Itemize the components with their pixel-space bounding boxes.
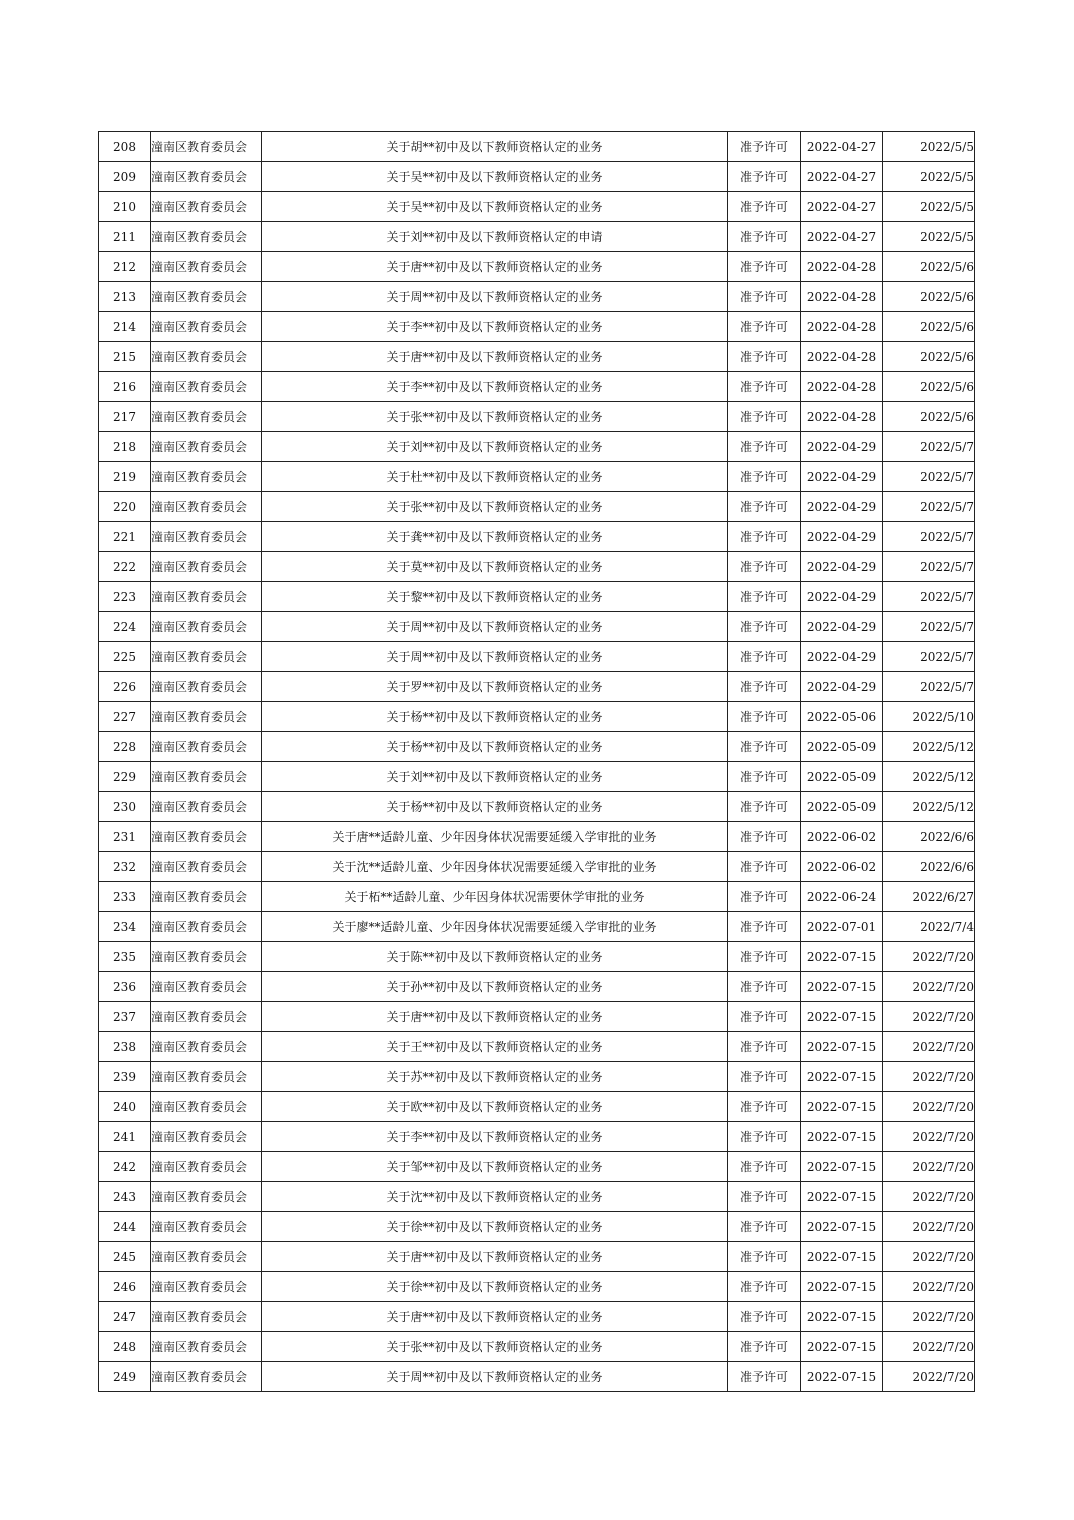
organization-cell: 潼南区教育委员会 [151, 702, 262, 732]
organization-cell: 潼南区教育委员会 [151, 672, 262, 702]
row-number: 247 [99, 1302, 151, 1332]
decision-date-cell: 2022-06-02 [801, 822, 883, 852]
organization-cell: 潼南区教育委员会 [151, 642, 262, 672]
row-number: 239 [99, 1062, 151, 1092]
row-number: 234 [99, 912, 151, 942]
organization-cell: 潼南区教育委员会 [151, 912, 262, 942]
decision-date-cell: 2022-04-29 [801, 462, 883, 492]
publish-date-cell: 2022/7/20 [883, 1212, 975, 1242]
publish-date-cell: 2022/5/7 [883, 432, 975, 462]
publish-date-cell: 2022/7/20 [883, 1092, 975, 1122]
publish-date-cell: 2022/5/7 [883, 462, 975, 492]
decision-date-cell: 2022-04-27 [801, 192, 883, 222]
row-number: 211 [99, 222, 151, 252]
records-table [98, 131, 975, 1392]
organization-cell: 潼南区教育委员会 [151, 882, 262, 912]
organization-cell: 潼南区教育委员会 [151, 522, 262, 552]
decision-type-cell: 准予许可 [728, 822, 801, 852]
record-title-cell: 关于唐**初中及以下教师资格认定的业务 [262, 342, 728, 372]
publish-date-cell: 2022/7/20 [883, 1272, 975, 1302]
decision-date-cell: 2022-04-29 [801, 492, 883, 522]
table-row [99, 372, 975, 402]
decision-type-cell: 准予许可 [728, 1242, 801, 1272]
table-row [99, 912, 975, 942]
decision-date-cell: 2022-07-15 [801, 1092, 883, 1122]
decision-type-cell: 准予许可 [728, 402, 801, 432]
table-row [99, 252, 975, 282]
record-title-cell: 关于李**初中及以下教师资格认定的业务 [262, 312, 728, 342]
publish-date-cell: 2022/5/6 [883, 282, 975, 312]
organization-cell: 潼南区教育委员会 [151, 792, 262, 822]
record-title-cell: 关于柘**适龄儿童、少年因身体状况需要休学审批的业务 [262, 882, 728, 912]
organization-cell: 潼南区教育委员会 [151, 942, 262, 972]
decision-date-cell: 2022-04-27 [801, 132, 883, 162]
record-title-cell: 关于李**初中及以下教师资格认定的业务 [262, 1122, 728, 1152]
decision-type-cell: 准予许可 [728, 522, 801, 552]
row-number: 229 [99, 762, 151, 792]
organization-cell: 潼南区教育委员会 [151, 1002, 262, 1032]
decision-type-cell: 准予许可 [728, 1152, 801, 1182]
table-row [99, 1092, 975, 1122]
decision-date-cell: 2022-07-15 [801, 1062, 883, 1092]
decision-date-cell: 2022-04-28 [801, 252, 883, 282]
decision-date-cell: 2022-07-15 [801, 1362, 883, 1392]
decision-date-cell: 2022-07-15 [801, 1242, 883, 1272]
organization-cell: 潼南区教育委员会 [151, 372, 262, 402]
record-title-cell: 关于欧**初中及以下教师资格认定的业务 [262, 1092, 728, 1122]
publish-date-cell: 2022/7/20 [883, 1122, 975, 1152]
organization-cell: 潼南区教育委员会 [151, 192, 262, 222]
organization-cell: 潼南区教育委员会 [151, 732, 262, 762]
row-number: 236 [99, 972, 151, 1002]
record-title-cell: 关于苏**初中及以下教师资格认定的业务 [262, 1062, 728, 1092]
publish-date-cell: 2022/5/12 [883, 762, 975, 792]
organization-cell: 潼南区教育委员会 [151, 1302, 262, 1332]
row-number: 233 [99, 882, 151, 912]
row-number: 240 [99, 1092, 151, 1122]
table-row [99, 1062, 975, 1092]
table-row [99, 1332, 975, 1362]
decision-date-cell: 2022-04-29 [801, 432, 883, 462]
row-number: 244 [99, 1212, 151, 1242]
publish-date-cell: 2022/7/20 [883, 1062, 975, 1092]
row-number: 230 [99, 792, 151, 822]
row-number: 235 [99, 942, 151, 972]
record-title-cell: 关于刘**初中及以下教师资格认定的业务 [262, 762, 728, 792]
publish-date-cell: 2022/5/10 [883, 702, 975, 732]
publish-date-cell: 2022/7/20 [883, 1152, 975, 1182]
organization-cell: 潼南区教育委员会 [151, 1272, 262, 1302]
table-row [99, 762, 975, 792]
table-row [99, 822, 975, 852]
publish-date-cell: 2022/5/5 [883, 162, 975, 192]
record-title-cell: 关于唐**初中及以下教师资格认定的业务 [262, 1242, 728, 1272]
record-title-cell: 关于莫**初中及以下教师资格认定的业务 [262, 552, 728, 582]
organization-cell: 潼南区教育委员会 [151, 1032, 262, 1062]
record-title-cell: 关于李**初中及以下教师资格认定的业务 [262, 372, 728, 402]
record-title-cell: 关于刘**初中及以下教师资格认定的业务 [262, 432, 728, 462]
row-number: 242 [99, 1152, 151, 1182]
table-row [99, 282, 975, 312]
record-title-cell: 关于吴**初中及以下教师资格认定的业务 [262, 162, 728, 192]
table-row [99, 162, 975, 192]
decision-type-cell: 准予许可 [728, 1062, 801, 1092]
decision-type-cell: 准予许可 [728, 972, 801, 1002]
publish-date-cell: 2022/7/20 [883, 942, 975, 972]
organization-cell: 潼南区教育委员会 [151, 282, 262, 312]
decision-date-cell: 2022-07-15 [801, 1182, 883, 1212]
decision-date-cell: 2022-04-28 [801, 282, 883, 312]
decision-date-cell: 2022-04-29 [801, 642, 883, 672]
publish-date-cell: 2022/5/12 [883, 732, 975, 762]
table-row [99, 942, 975, 972]
decision-type-cell: 准予许可 [728, 912, 801, 942]
table-row [99, 732, 975, 762]
decision-date-cell: 2022-07-15 [801, 942, 883, 972]
decision-type-cell: 准予许可 [728, 942, 801, 972]
publish-date-cell: 2022/5/6 [883, 252, 975, 282]
decision-type-cell: 准予许可 [728, 642, 801, 672]
decision-type-cell: 准予许可 [728, 1182, 801, 1212]
row-number: 212 [99, 252, 151, 282]
decision-date-cell: 2022-07-15 [801, 1152, 883, 1182]
record-title-cell: 关于杨**初中及以下教师资格认定的业务 [262, 702, 728, 732]
organization-cell: 潼南区教育委员会 [151, 432, 262, 462]
row-number: 228 [99, 732, 151, 762]
publish-date-cell: 2022/5/7 [883, 492, 975, 522]
decision-date-cell: 2022-07-15 [801, 1002, 883, 1032]
decision-date-cell: 2022-06-02 [801, 852, 883, 882]
publish-date-cell: 2022/5/7 [883, 642, 975, 672]
row-number: 249 [99, 1362, 151, 1392]
row-number: 245 [99, 1242, 151, 1272]
publish-date-cell: 2022/5/5 [883, 192, 975, 222]
record-title-cell: 关于杜**初中及以下教师资格认定的业务 [262, 462, 728, 492]
organization-cell: 潼南区教育委员会 [151, 402, 262, 432]
record-title-cell: 关于唐**初中及以下教师资格认定的业务 [262, 252, 728, 282]
record-title-cell: 关于杨**初中及以下教师资格认定的业务 [262, 732, 728, 762]
table-row [99, 132, 975, 162]
decision-date-cell: 2022-07-15 [801, 1032, 883, 1062]
row-number: 246 [99, 1272, 151, 1302]
organization-cell: 潼南区教育委员会 [151, 252, 262, 282]
decision-date-cell: 2022-07-15 [801, 1272, 883, 1302]
decision-date-cell: 2022-04-28 [801, 312, 883, 342]
row-number: 209 [99, 162, 151, 192]
decision-type-cell: 准予许可 [728, 432, 801, 462]
record-title-cell: 关于廖**适龄儿童、少年因身体状况需要延缓入学审批的业务 [262, 912, 728, 942]
publish-date-cell: 2022/5/5 [883, 132, 975, 162]
table-row [99, 1152, 975, 1182]
row-number: 219 [99, 462, 151, 492]
publish-date-cell: 2022/7/20 [883, 1242, 975, 1272]
publish-date-cell: 2022/5/7 [883, 672, 975, 702]
publish-date-cell: 2022/7/20 [883, 972, 975, 1002]
row-number: 213 [99, 282, 151, 312]
row-number: 238 [99, 1032, 151, 1062]
table-row [99, 552, 975, 582]
decision-type-cell: 准予许可 [728, 552, 801, 582]
decision-type-cell: 准予许可 [728, 672, 801, 702]
decision-type-cell: 准予许可 [728, 582, 801, 612]
organization-cell: 潼南区教育委员会 [151, 492, 262, 522]
organization-cell: 潼南区教育委员会 [151, 162, 262, 192]
organization-cell: 潼南区教育委员会 [151, 132, 262, 162]
publish-date-cell: 2022/7/4 [883, 912, 975, 942]
decision-type-cell: 准予许可 [728, 1302, 801, 1332]
decision-date-cell: 2022-04-29 [801, 612, 883, 642]
decision-type-cell: 准予许可 [728, 252, 801, 282]
row-number: 243 [99, 1182, 151, 1212]
row-number: 232 [99, 852, 151, 882]
row-number: 226 [99, 672, 151, 702]
publish-date-cell: 2022/5/7 [883, 552, 975, 582]
record-title-cell: 关于沈**适龄儿童、少年因身体状况需要延缓入学审批的业务 [262, 852, 728, 882]
row-number: 224 [99, 612, 151, 642]
publish-date-cell: 2022/5/6 [883, 402, 975, 432]
record-title-cell: 关于张**初中及以下教师资格认定的业务 [262, 492, 728, 522]
decision-date-cell: 2022-04-28 [801, 372, 883, 402]
decision-type-cell: 准予许可 [728, 132, 801, 162]
publish-date-cell: 2022/5/6 [883, 342, 975, 372]
table-row [99, 702, 975, 732]
decision-type-cell: 准予许可 [728, 1032, 801, 1062]
row-number: 241 [99, 1122, 151, 1152]
organization-cell: 潼南区教育委员会 [151, 1212, 262, 1242]
row-number: 215 [99, 342, 151, 372]
table-row [99, 1272, 975, 1302]
decision-date-cell: 2022-04-29 [801, 582, 883, 612]
table-row [99, 1242, 975, 1272]
organization-cell: 潼南区教育委员会 [151, 1182, 262, 1212]
decision-date-cell: 2022-07-15 [801, 1212, 883, 1242]
table-row [99, 882, 975, 912]
row-number: 214 [99, 312, 151, 342]
row-number: 237 [99, 1002, 151, 1032]
decision-type-cell: 准予许可 [728, 1272, 801, 1302]
row-number: 248 [99, 1332, 151, 1362]
record-title-cell: 关于邹**初中及以下教师资格认定的业务 [262, 1152, 728, 1182]
table-row [99, 342, 975, 372]
table-row [99, 402, 975, 432]
decision-type-cell: 准予许可 [728, 1122, 801, 1152]
decision-type-cell: 准予许可 [728, 762, 801, 792]
row-number: 218 [99, 432, 151, 462]
decision-type-cell: 准予许可 [728, 1332, 801, 1362]
record-title-cell: 关于周**初中及以下教师资格认定的业务 [262, 1362, 728, 1392]
decision-type-cell: 准予许可 [728, 612, 801, 642]
record-title-cell: 关于徐**初中及以下教师资格认定的业务 [262, 1212, 728, 1242]
decision-date-cell: 2022-05-09 [801, 792, 883, 822]
record-title-cell: 关于杨**初中及以下教师资格认定的业务 [262, 792, 728, 822]
table-row [99, 192, 975, 222]
records-table-body [99, 132, 975, 1392]
record-title-cell: 关于沈**初中及以下教师资格认定的业务 [262, 1182, 728, 1212]
organization-cell: 潼南区教育委员会 [151, 552, 262, 582]
decision-date-cell: 2022-05-06 [801, 702, 883, 732]
table-row [99, 852, 975, 882]
decision-type-cell: 准予许可 [728, 1092, 801, 1122]
publish-date-cell: 2022/7/20 [883, 1332, 975, 1362]
decision-date-cell: 2022-04-27 [801, 162, 883, 192]
record-title-cell: 关于孙**初中及以下教师资格认定的业务 [262, 972, 728, 1002]
table-row [99, 582, 975, 612]
organization-cell: 潼南区教育委员会 [151, 762, 262, 792]
decision-type-cell: 准予许可 [728, 282, 801, 312]
decision-type-cell: 准予许可 [728, 222, 801, 252]
row-number: 217 [99, 402, 151, 432]
organization-cell: 潼南区教育委员会 [151, 852, 262, 882]
record-title-cell: 关于龚**初中及以下教师资格认定的业务 [262, 522, 728, 552]
table-row [99, 312, 975, 342]
row-number: 223 [99, 582, 151, 612]
row-number: 208 [99, 132, 151, 162]
decision-type-cell: 准予许可 [728, 882, 801, 912]
record-title-cell: 关于罗**初中及以下教师资格认定的业务 [262, 672, 728, 702]
decision-date-cell: 2022-04-29 [801, 552, 883, 582]
decision-type-cell: 准予许可 [728, 312, 801, 342]
table-row [99, 432, 975, 462]
decision-type-cell: 准予许可 [728, 732, 801, 762]
table-row [99, 1302, 975, 1332]
record-title-cell: 关于唐**初中及以下教师资格认定的业务 [262, 1002, 728, 1032]
organization-cell: 潼南区教育委员会 [151, 972, 262, 1002]
table-row [99, 1212, 975, 1242]
table-row [99, 1182, 975, 1212]
row-number: 220 [99, 492, 151, 522]
table-row [99, 972, 975, 1002]
publish-date-cell: 2022/5/6 [883, 312, 975, 342]
decision-type-cell: 准予许可 [728, 1362, 801, 1392]
decision-date-cell: 2022-04-29 [801, 522, 883, 552]
decision-type-cell: 准予许可 [728, 1002, 801, 1032]
publish-date-cell: 2022/5/5 [883, 222, 975, 252]
decision-type-cell: 准予许可 [728, 792, 801, 822]
publish-date-cell: 2022/5/6 [883, 372, 975, 402]
decision-date-cell: 2022-04-29 [801, 672, 883, 702]
organization-cell: 潼南区教育委员会 [151, 222, 262, 252]
decision-date-cell: 2022-04-28 [801, 402, 883, 432]
table-row [99, 1032, 975, 1062]
organization-cell: 潼南区教育委员会 [151, 462, 262, 492]
table-row [99, 1362, 975, 1392]
decision-date-cell: 2022-07-15 [801, 972, 883, 1002]
record-title-cell: 关于周**初中及以下教师资格认定的业务 [262, 282, 728, 312]
record-title-cell: 关于周**初中及以下教师资格认定的业务 [262, 612, 728, 642]
decision-type-cell: 准予许可 [728, 852, 801, 882]
table-row [99, 1122, 975, 1152]
decision-date-cell: 2022-04-27 [801, 222, 883, 252]
row-number: 231 [99, 822, 151, 852]
record-title-cell: 关于胡**初中及以下教师资格认定的业务 [262, 132, 728, 162]
publish-date-cell: 2022/6/6 [883, 852, 975, 882]
decision-date-cell: 2022-05-09 [801, 762, 883, 792]
publish-date-cell: 2022/7/20 [883, 1302, 975, 1332]
organization-cell: 潼南区教育委员会 [151, 342, 262, 372]
organization-cell: 潼南区教育委员会 [151, 1122, 262, 1152]
publish-date-cell: 2022/6/27 [883, 882, 975, 912]
row-number: 227 [99, 702, 151, 732]
decision-date-cell: 2022-07-15 [801, 1302, 883, 1332]
publish-date-cell: 2022/7/20 [883, 1002, 975, 1032]
organization-cell: 潼南区教育委员会 [151, 1062, 262, 1092]
decision-date-cell: 2022-07-15 [801, 1122, 883, 1152]
row-number: 222 [99, 552, 151, 582]
organization-cell: 潼南区教育委员会 [151, 612, 262, 642]
record-title-cell: 关于唐**初中及以下教师资格认定的业务 [262, 1302, 728, 1332]
decision-type-cell: 准予许可 [728, 462, 801, 492]
publish-date-cell: 2022/5/12 [883, 792, 975, 822]
record-title-cell: 关于刘**初中及以下教师资格认定的申请 [262, 222, 728, 252]
table-row [99, 792, 975, 822]
decision-date-cell: 2022-06-24 [801, 882, 883, 912]
row-number: 225 [99, 642, 151, 672]
record-title-cell: 关于陈**初中及以下教师资格认定的业务 [262, 942, 728, 972]
decision-date-cell: 2022-07-01 [801, 912, 883, 942]
organization-cell: 潼南区教育委员会 [151, 312, 262, 342]
publish-date-cell: 2022/7/20 [883, 1032, 975, 1062]
row-number: 210 [99, 192, 151, 222]
decision-type-cell: 准予许可 [728, 192, 801, 222]
decision-type-cell: 准予许可 [728, 162, 801, 192]
record-title-cell: 关于张**初中及以下教师资格认定的业务 [262, 402, 728, 432]
record-title-cell: 关于吴**初中及以下教师资格认定的业务 [262, 192, 728, 222]
publish-date-cell: 2022/5/7 [883, 522, 975, 552]
publish-date-cell: 2022/7/20 [883, 1362, 975, 1392]
publish-date-cell: 2022/5/7 [883, 582, 975, 612]
publish-date-cell: 2022/5/7 [883, 612, 975, 642]
organization-cell: 潼南区教育委员会 [151, 822, 262, 852]
publish-date-cell: 2022/7/20 [883, 1182, 975, 1212]
organization-cell: 潼南区教育委员会 [151, 1152, 262, 1182]
row-number: 216 [99, 372, 151, 402]
table-row [99, 1002, 975, 1032]
table-row [99, 612, 975, 642]
record-title-cell: 关于周**初中及以下教师资格认定的业务 [262, 642, 728, 672]
organization-cell: 潼南区教育委员会 [151, 582, 262, 612]
record-title-cell: 关于徐**初中及以下教师资格认定的业务 [262, 1272, 728, 1302]
decision-date-cell: 2022-04-28 [801, 342, 883, 372]
table-row [99, 672, 975, 702]
record-title-cell: 关于王**初中及以下教师资格认定的业务 [262, 1032, 728, 1062]
record-title-cell: 关于黎**初中及以下教师资格认定的业务 [262, 582, 728, 612]
decision-type-cell: 准予许可 [728, 492, 801, 522]
row-number: 221 [99, 522, 151, 552]
organization-cell: 潼南区教育委员会 [151, 1242, 262, 1272]
decision-type-cell: 准予许可 [728, 372, 801, 402]
table-row [99, 642, 975, 672]
table-row [99, 462, 975, 492]
table-row [99, 222, 975, 252]
organization-cell: 潼南区教育委员会 [151, 1332, 262, 1362]
decision-type-cell: 准予许可 [728, 702, 801, 732]
table-row [99, 492, 975, 522]
decision-type-cell: 准予许可 [728, 1212, 801, 1242]
publish-date-cell: 2022/6/6 [883, 822, 975, 852]
record-title-cell: 关于张**初中及以下教师资格认定的业务 [262, 1332, 728, 1362]
decision-date-cell: 2022-07-15 [801, 1332, 883, 1362]
decision-type-cell: 准予许可 [728, 342, 801, 372]
decision-date-cell: 2022-05-09 [801, 732, 883, 762]
organization-cell: 潼南区教育委员会 [151, 1092, 262, 1122]
record-title-cell: 关于唐**适龄儿童、少年因身体状况需要延缓入学审批的业务 [262, 822, 728, 852]
table-row [99, 522, 975, 552]
organization-cell: 潼南区教育委员会 [151, 1362, 262, 1392]
